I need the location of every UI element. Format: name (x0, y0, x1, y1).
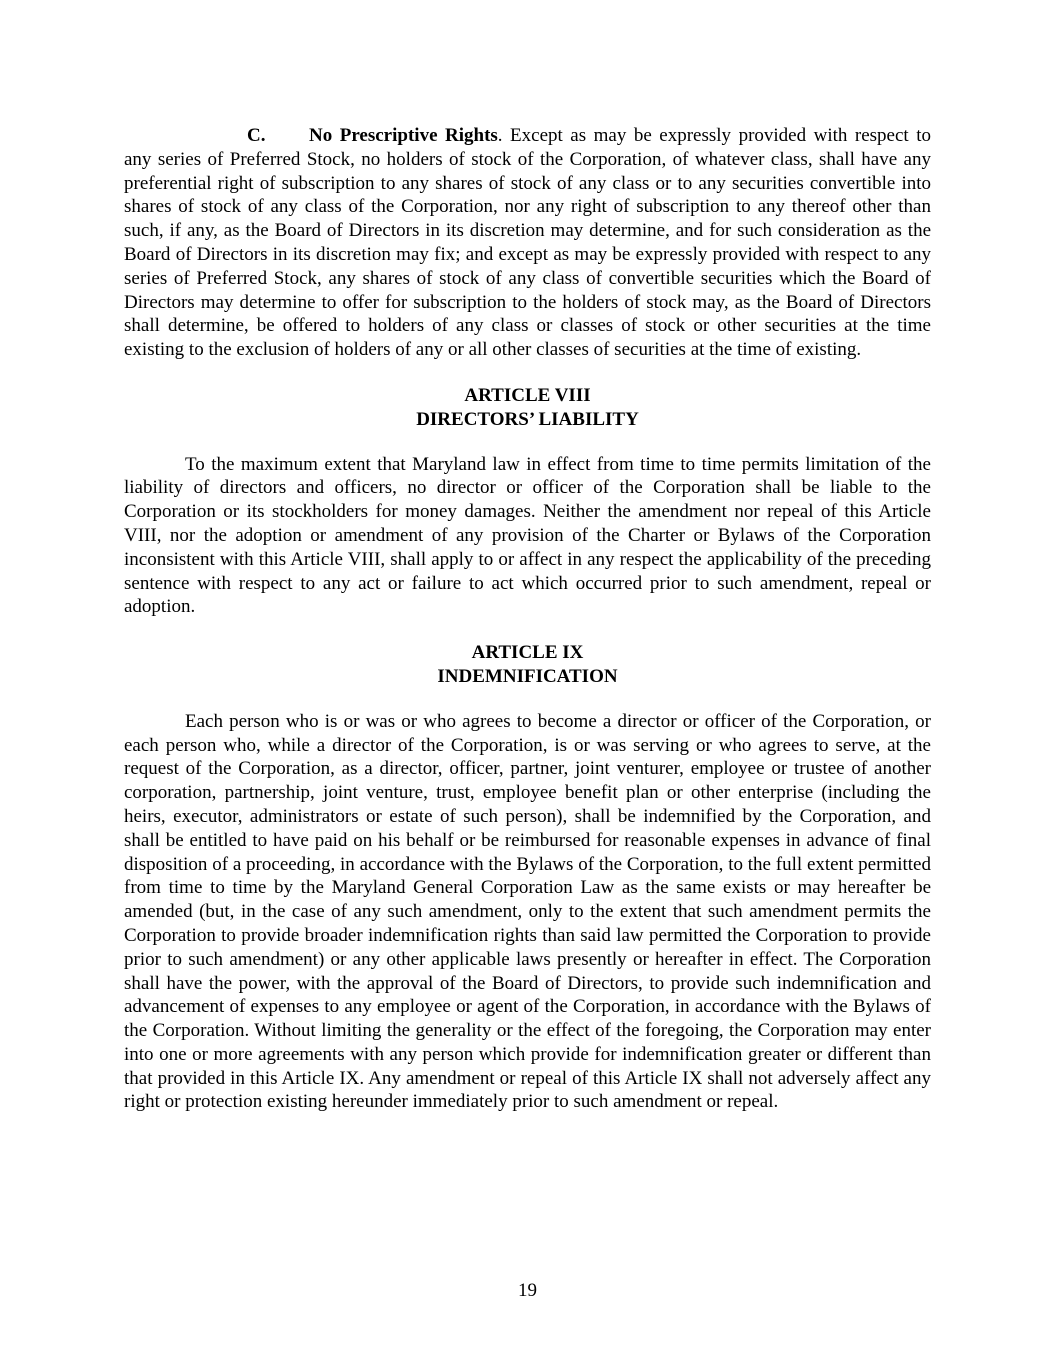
section-c-letter: C. (247, 125, 266, 146)
article-viii-body: To the maximum extent that Maryland law in effect from time to time permits limitation of the liability of directors and officers, no director or officer of the Corporation shall be liable to the Corporation or its stockholders for money damages. Neither the amendment nor repeal of this Article VIII, nor the adoption or amendment of any provision of the Charter or Bylaws of the Corporation inconsistent with this Article VIII, shall apply to or affect in any respect the applicability of the preceding sentence with respect to any act or failure to act which occurred prior to such amendment, repeal or adoption. (124, 453, 931, 618)
page-number: 19 (518, 1280, 537, 1301)
article-viii-title: DIRECTORS’ LIABILITY (416, 408, 639, 430)
spacer (124, 362, 931, 384)
section-c-body: . Except as may be expressly provided with respect to any series of Preferred Stock, no holders of stock of the Corporation, of whatever class, shall have any preferential right of subscription to any shares of stock of any class or to any securities convertible into shares of stock of any class of the Corporation, nor any right of subscription to any thereof other than such, if any, as the Board of Directors in its discretion may determine, and for such consideration as the Board of Directors in its discretion may fix; and except as may be expressly provided with respect to any series of Preferred Stock, any shares of stock of any class of convertible securities which the Board of Directors may determine to offer for subscription to the holders of stock may, as the Board of Directors shall determine, be offered to holders of any class or classes of stock or other securities at the time existing to the exclusion of holders of any or all other classes of securities at the time of existing. (124, 125, 931, 361)
document-page (124, 124, 931, 1114)
article-viii-number: ARTICLE VIII (464, 384, 591, 406)
article-ix-title: INDEMNIFICATION (437, 665, 618, 687)
spacer (124, 619, 931, 641)
spacer (124, 689, 931, 710)
section-c-title: No Prescriptive Rights (309, 125, 498, 146)
article-ix-body: Each person who is or was or who agrees to become a director or officer of the Corporation, or each person who, while a director of the Corporation, is or was serving or who agrees to serve, at the request of the Corporation, as a director, officer, partner, joint venturer, employee or trustee of another corporation, partnership, joint venture, trust, employee benefit plan or other enterprise (including the heirs, executor, administrators or estate of such person), shall be indemnified by the Corporation, and shall be entitled to have paid on his behalf or be reimbursed for reasonable expenses in advance of final disposition of a proceeding, in accordance with the Bylaws of the Corporation, to the full extent permitted from time to time by the Maryland General Corporation Law as the same exists or may hereafter be amended (but, in the case of any such amendment, only to the extent that such amendment permits the Corporation to provide broader indemnification rights than said law permitted the Corporation to provide prior to such amendment) or any other applicable laws presently or hereafter in effect. The Corporation shall have the power, with the approval of the Board of Directors, to provide such indemnification and advancement of expenses to any employee or agent of the Corporation, in accordance with the Bylaws of the Corporation. Without limiting the generality or the effect of the foregoing, the Corporation may enter into one or more agreements with any person which provide for indemnification greater or different than that provided in this Article IX. Any amendment or repeal of this Article IX shall not adversely affect any right or protection existing hereunder immediately prior to such amendment or repeal. (124, 710, 931, 1113)
spacer (124, 432, 931, 453)
section-c-paragraph (124, 124, 931, 362)
article-ix-number: ARTICLE IX (471, 642, 584, 664)
